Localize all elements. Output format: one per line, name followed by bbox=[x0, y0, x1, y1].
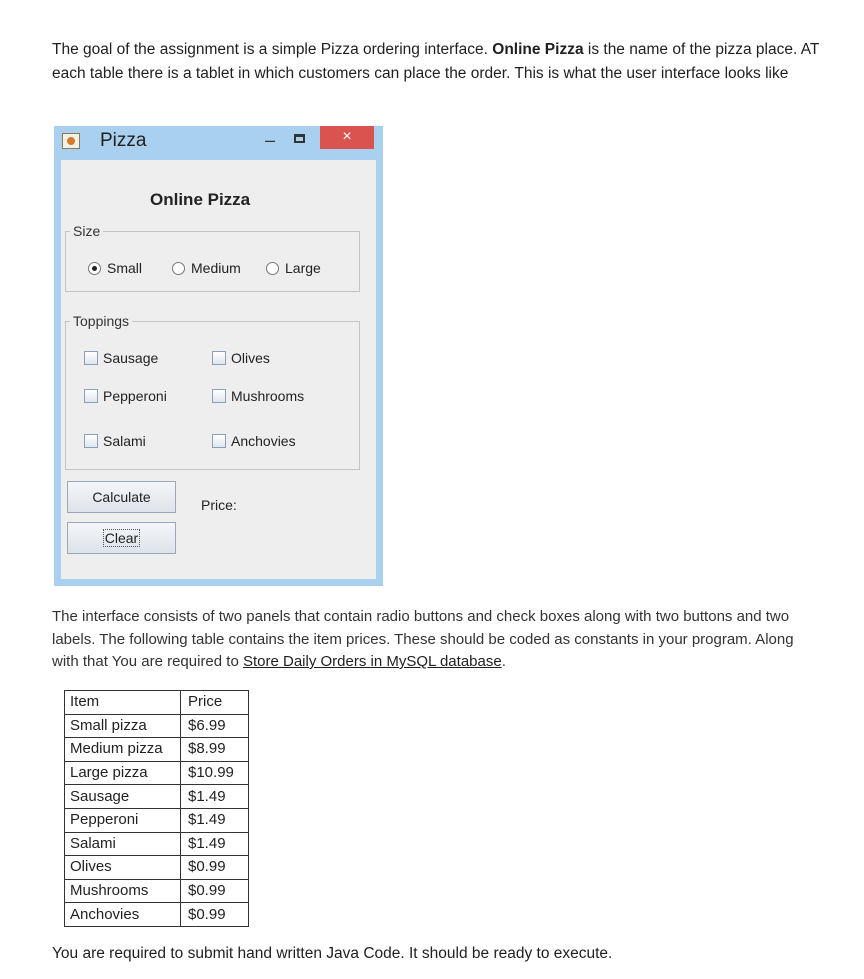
intro-text: The goal of the assignment is a simple Pizza ordering interface. bbox=[52, 41, 493, 58]
checkbox-mushrooms-label: Mushrooms bbox=[231, 388, 305, 404]
table-row bbox=[65, 856, 249, 880]
checkbox-anchovies[interactable] bbox=[212, 433, 296, 449]
app-heading: Online Pizza bbox=[150, 190, 251, 209]
checkbox-pepperoni-label: Pepperoni bbox=[103, 388, 167, 404]
pizza-window bbox=[54, 126, 383, 586]
item-cell: Salami bbox=[65, 832, 181, 856]
price-cell: $8.99 bbox=[181, 738, 249, 762]
checkbox-pepperoni[interactable] bbox=[84, 388, 167, 404]
minimize-button[interactable]: – bbox=[264, 130, 275, 150]
checkbox-icon bbox=[84, 351, 98, 365]
table-row bbox=[65, 879, 249, 903]
radio-large-label: Large bbox=[285, 260, 321, 276]
radio-medium[interactable] bbox=[172, 260, 241, 276]
title-bar[interactable] bbox=[54, 126, 383, 156]
radio-small-label: Small bbox=[107, 260, 143, 276]
close-button[interactable]: × bbox=[320, 126, 374, 149]
radio-medium-label: Medium bbox=[191, 260, 241, 276]
item-cell: Large pizza bbox=[65, 761, 181, 785]
calculate-button-label: Calculate bbox=[92, 489, 151, 505]
item-cell: Mushrooms bbox=[65, 879, 181, 903]
footer-paragraph: You are required to submit hand written Java Code. It should be ready to execute. bbox=[52, 945, 613, 962]
checkbox-icon bbox=[84, 434, 98, 448]
radio-small[interactable] bbox=[88, 260, 142, 276]
header-price: Price bbox=[181, 691, 249, 715]
checkbox-salami-label: Salami bbox=[103, 433, 146, 449]
table-row bbox=[65, 714, 249, 738]
toppings-legend: Toppings bbox=[70, 313, 132, 329]
item-cell: Anchovies bbox=[65, 903, 181, 927]
item-cell: Pepperoni bbox=[65, 808, 181, 832]
item-cell: Olives bbox=[65, 856, 181, 880]
toppings-panel bbox=[65, 313, 360, 470]
table-header-row bbox=[65, 691, 249, 715]
checkbox-icon bbox=[212, 434, 226, 448]
table-row bbox=[65, 738, 249, 762]
checkbox-olives-label: Olives bbox=[231, 350, 270, 366]
price-label: Price: bbox=[201, 497, 237, 513]
description-paragraph bbox=[52, 606, 822, 674]
table-row bbox=[65, 903, 249, 927]
radio-unselected-icon bbox=[172, 262, 185, 275]
clear-button[interactable] bbox=[67, 522, 176, 554]
clear-button-label: Clear bbox=[104, 530, 139, 546]
maximize-button[interactable] bbox=[294, 134, 305, 143]
price-cell: $10.99 bbox=[181, 761, 249, 785]
item-cell: Sausage bbox=[65, 785, 181, 809]
calculate-button[interactable] bbox=[67, 481, 176, 513]
window-title: Pizza bbox=[100, 130, 147, 151]
table-row bbox=[65, 808, 249, 832]
checkbox-olives[interactable] bbox=[212, 350, 270, 366]
table-row bbox=[65, 761, 249, 785]
mysql-link[interactable]: Store Daily Orders in MySQL database bbox=[242, 653, 502, 670]
item-cell: Medium pizza bbox=[65, 738, 181, 762]
checkbox-sausage-label: Sausage bbox=[103, 350, 159, 366]
checkbox-icon bbox=[84, 389, 98, 403]
price-cell: $1.49 bbox=[181, 785, 249, 809]
checkbox-icon bbox=[212, 351, 226, 365]
price-cell: $0.99 bbox=[181, 903, 249, 927]
radio-selected-icon bbox=[88, 262, 101, 275]
price-cell: $0.99 bbox=[181, 856, 249, 880]
price-cell: $6.99 bbox=[181, 714, 249, 738]
checkbox-mushrooms[interactable] bbox=[212, 388, 304, 404]
intro-text-rest: is the name of the pizza place. AT each table there is a tablet in which customers can place the order. This is what the user interface looks like bbox=[52, 41, 820, 82]
checkbox-anchovies-label: Anchovies bbox=[231, 433, 296, 449]
radio-unselected-icon bbox=[266, 262, 279, 275]
table-row bbox=[65, 832, 249, 856]
header-item: Item bbox=[65, 691, 181, 715]
price-cell: $0.99 bbox=[181, 879, 249, 903]
size-panel bbox=[65, 223, 360, 292]
window-content bbox=[61, 160, 376, 579]
checkbox-icon bbox=[212, 389, 226, 403]
radio-large[interactable] bbox=[266, 260, 321, 276]
item-cell: Small pizza bbox=[65, 714, 181, 738]
intro-paragraph bbox=[52, 38, 822, 85]
table-row bbox=[65, 785, 249, 809]
description-text: The interface consists of two panels that contain radio buttons and check boxes along with two buttons and two labels. The following table contains the item prices. These should be coded as constants in your program. Along with that You are required to bbox=[52, 608, 794, 670]
price-table bbox=[64, 690, 249, 927]
price-cell: $1.49 bbox=[181, 832, 249, 856]
checkbox-salami[interactable] bbox=[84, 433, 146, 449]
checkbox-sausage[interactable] bbox=[84, 350, 158, 366]
intro-bold-text: Online Pizza bbox=[492, 41, 584, 58]
java-app-icon bbox=[62, 133, 80, 149]
size-legend: Size bbox=[70, 223, 103, 239]
price-cell: $1.49 bbox=[181, 808, 249, 832]
description-end: . bbox=[501, 653, 506, 670]
